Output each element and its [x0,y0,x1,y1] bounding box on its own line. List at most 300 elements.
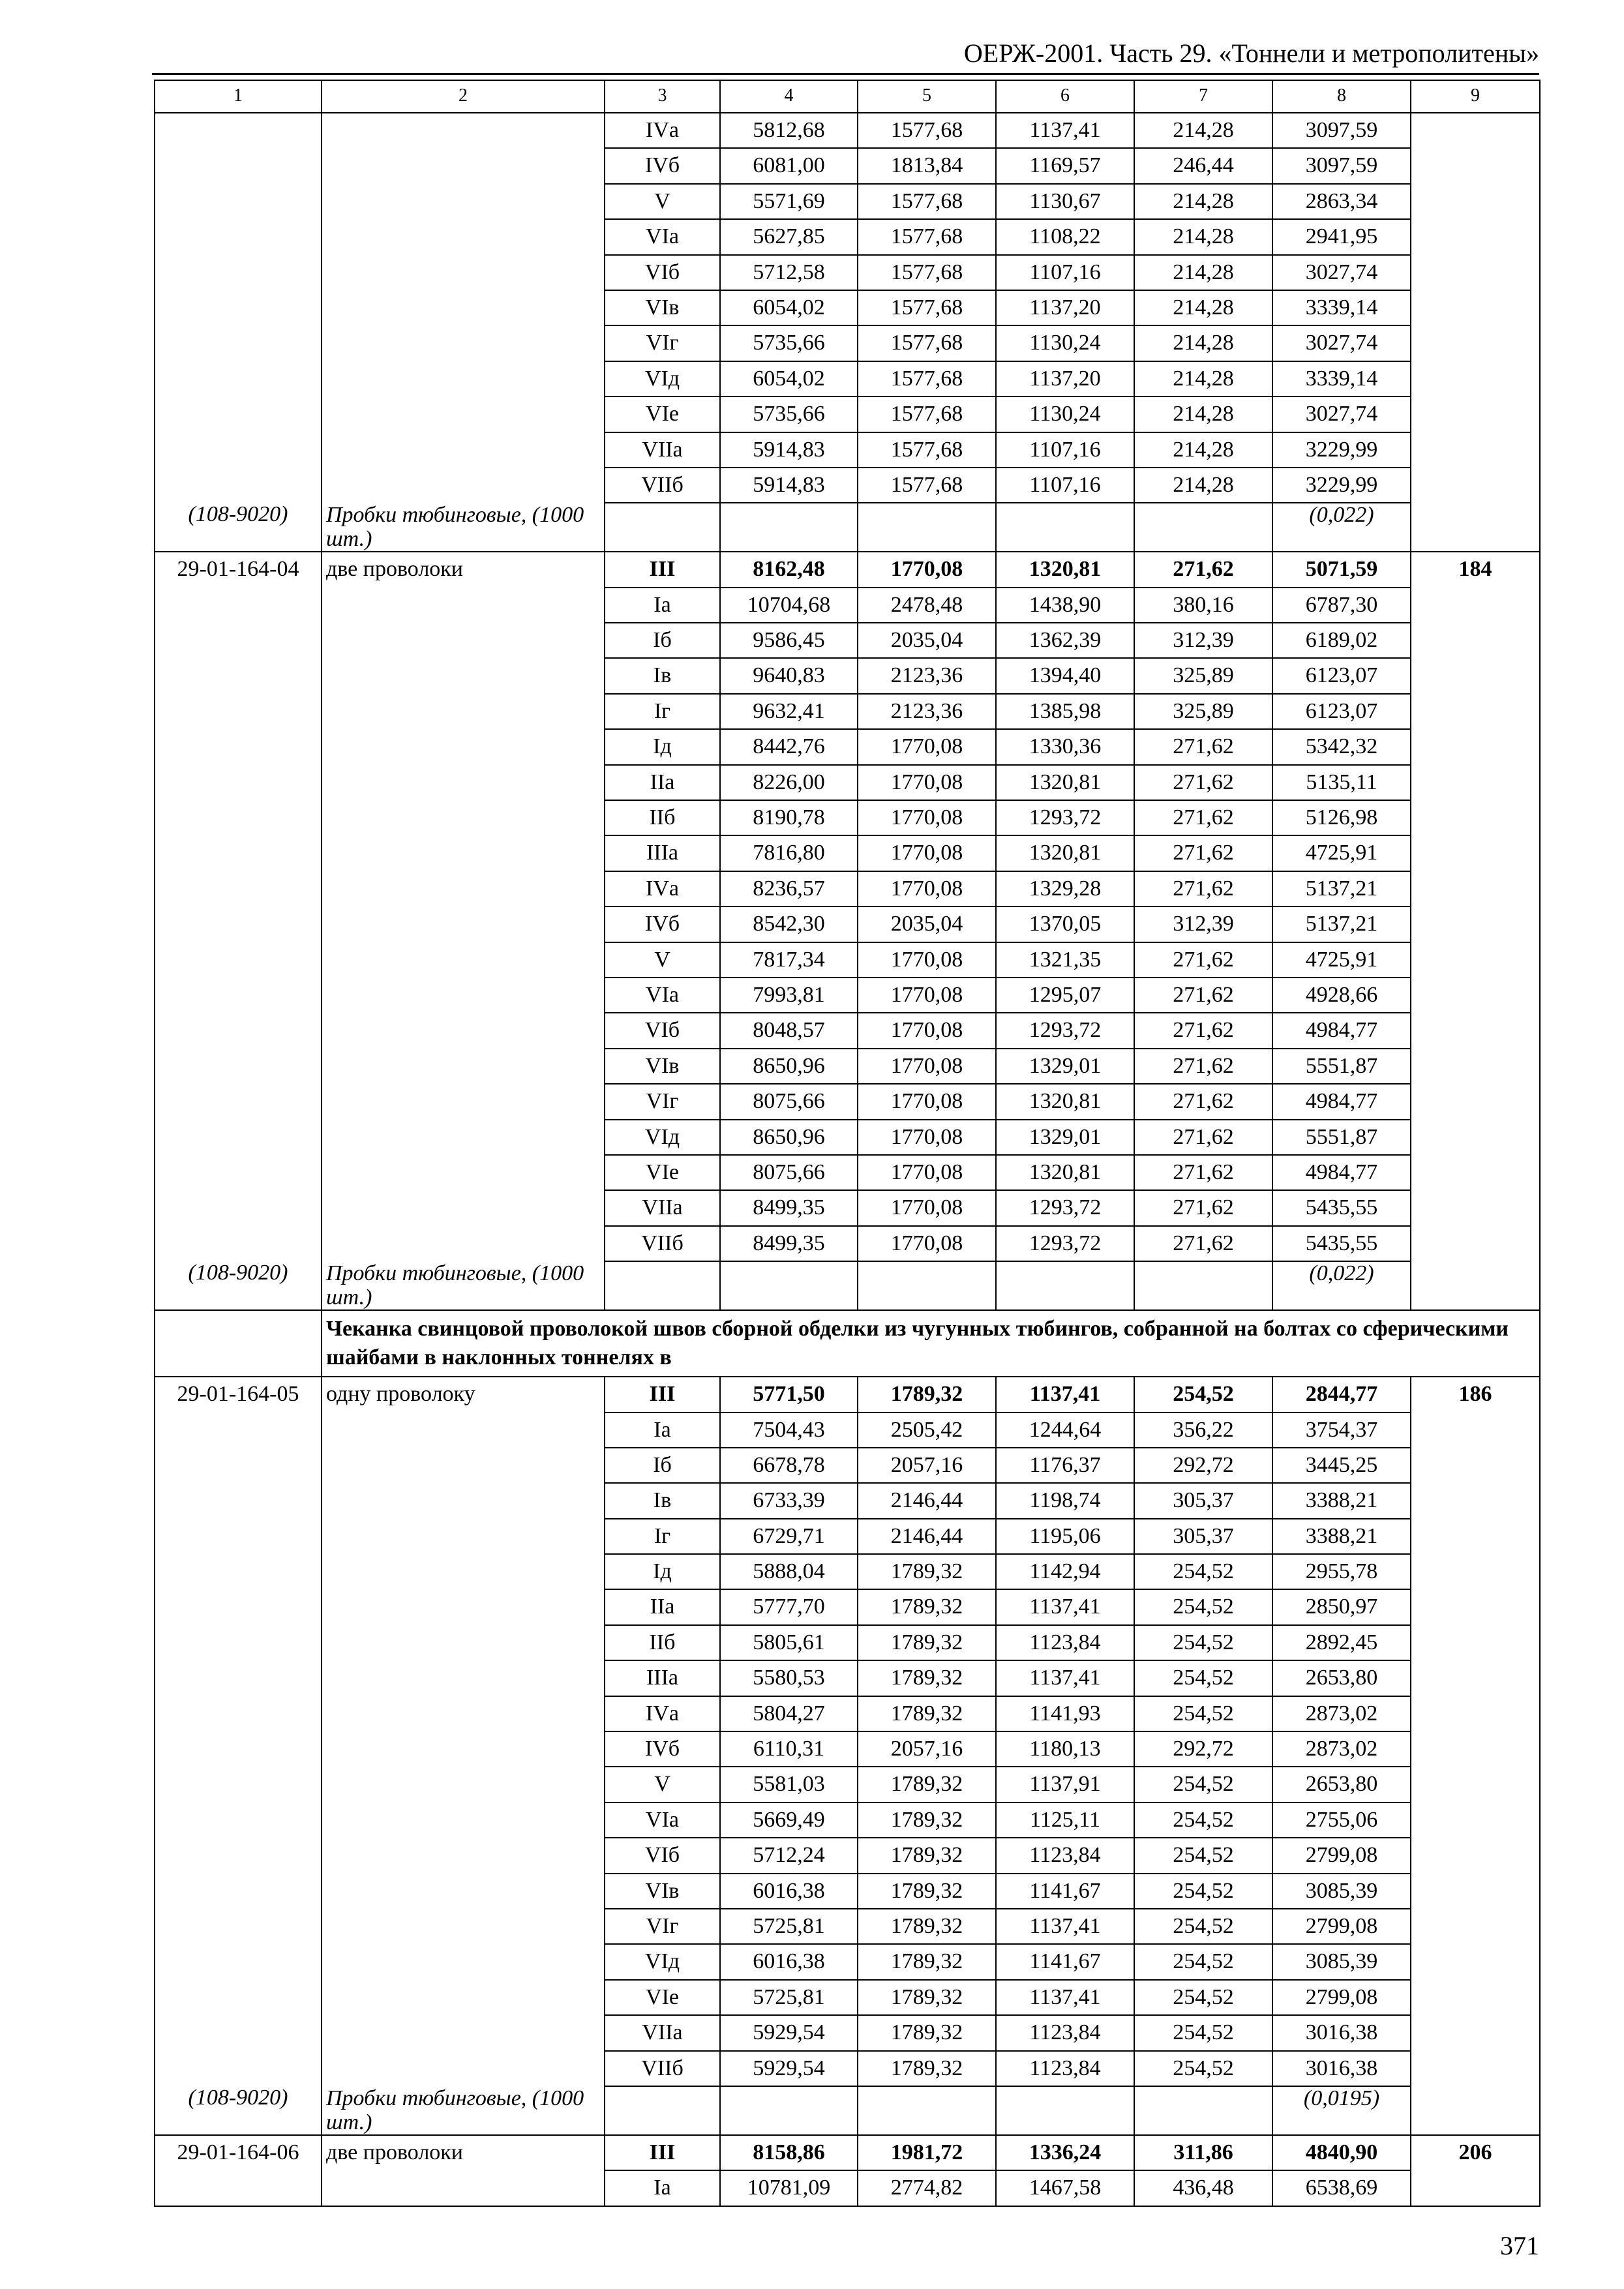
value-cell: 1123,84 [996,1625,1134,1660]
value-cell: 1770,08 [858,800,996,835]
table-row [155,871,1540,906]
value-cell: 271,62 [1134,1049,1272,1084]
value-cell: 271,62 [1134,729,1272,764]
table-row [155,1589,1540,1624]
zone-cell: Iб [605,1448,720,1483]
value-cell: 5126,98 [1272,800,1411,835]
zone-cell: IIб [605,1625,720,1660]
value-cell: 1142,94 [996,1554,1134,1589]
value-cell: 6016,38 [720,1874,858,1909]
value-cell: 3754,37 [1272,1413,1411,1448]
rate-code [155,361,322,396]
table-row [155,1803,1540,1838]
table-row [155,432,1540,468]
value-cell: 8190,78 [720,800,858,835]
zone-cell: Iг [605,694,720,729]
value-cell: 1362,39 [996,623,1134,658]
section-title: Чеканка свинцовой проволокой швов сборной обделки из чугунных тюбингов, собранной на болтах со сферическими шайбами в наклонных тоннелях в [322,1310,1540,1377]
value-cell: 1770,08 [858,1120,996,1155]
resource-value: (0,022) [1272,1261,1411,1310]
value-cell: 1123,84 [996,1838,1134,1873]
value-cell: 1770,08 [858,729,996,764]
price-cell [1411,255,1540,290]
value-cell: 1198,74 [996,1483,1134,1518]
rate-code [155,978,322,1013]
footer-row [155,2086,1540,2135]
value-cell: 1789,32 [858,1767,996,1802]
rate-code [155,694,322,729]
rate-code [155,765,322,800]
work-name [322,1519,605,1554]
value-cell: 254,52 [1134,1554,1272,1589]
value-cell: 5929,54 [720,2015,858,2050]
value-cell: 1789,32 [858,1944,996,1979]
zone-cell: IVб [605,1731,720,1767]
empty-cell [720,503,858,552]
value-cell: 5929,54 [720,2051,858,2086]
rate-code [155,1483,322,1518]
work-name: одну проволоку [322,1377,605,1412]
value-cell: 1370,05 [996,906,1134,942]
value-cell: 8048,57 [720,1013,858,1048]
value-cell: 1789,32 [858,1803,996,1838]
value-cell: 5571,69 [720,184,858,219]
value-cell: 254,52 [1134,1909,1272,1944]
work-name [322,1731,605,1767]
price-cell [1411,468,1540,503]
price-cell [1411,219,1540,254]
table-row [155,1767,1540,1802]
value-cell: 6678,78 [720,1448,858,1483]
value-cell: 246,44 [1134,148,1272,183]
price-cell [1411,184,1540,219]
rate-code [155,1625,322,1660]
rate-code [155,2051,322,2086]
rate-code [155,906,322,942]
value-cell: 1577,68 [858,113,996,148]
table-row [155,396,1540,432]
value-cell: 7504,43 [720,1413,858,1448]
value-cell: 8650,96 [720,1120,858,1155]
work-name [322,396,605,432]
work-name: две проволоки [322,2135,605,2170]
value-cell: 1137,41 [996,1980,1134,2015]
value-cell: 271,62 [1134,800,1272,835]
work-name [322,468,605,503]
value-cell: 3097,59 [1272,148,1411,183]
value-cell: 3085,39 [1272,1944,1411,1979]
value-cell: 436,48 [1134,2170,1272,2206]
work-name [322,1803,605,1838]
value-cell: 254,52 [1134,2051,1272,2086]
rate-code [155,1554,322,1589]
work-name [322,1944,605,1979]
table-row [155,1696,1540,1731]
value-cell: 271,62 [1134,1013,1272,1048]
table-row [155,729,1540,764]
price-cell [1411,2051,1540,2086]
footer-row [155,503,1540,552]
table-row [155,1084,1540,1119]
empty-cell [720,2086,858,2135]
rate-code: 29-01-164-04 [155,552,322,587]
value-cell: 1789,32 [858,1696,996,1731]
work-name [322,623,605,658]
value-cell: 2844,77 [1272,1377,1411,1412]
value-cell: 1137,20 [996,290,1134,325]
value-cell: 6787,30 [1272,588,1411,623]
zone-cell: Iв [605,1483,720,1518]
value-cell: 1385,98 [996,694,1134,729]
work-name [322,729,605,764]
value-cell: 8075,66 [720,1084,858,1119]
work-name [322,1980,605,2015]
value-cell: 271,62 [1134,871,1272,906]
rate-code [155,623,322,658]
value-cell: 6110,31 [720,1731,858,1767]
value-cell: 5581,03 [720,1767,858,1802]
price-cell [1411,503,1540,552]
table-row [155,361,1540,396]
table-row [155,1483,1540,1518]
table-row [155,148,1540,183]
value-cell: 254,52 [1134,1696,1272,1731]
rate-code [155,729,322,764]
value-cell: 1320,81 [996,1084,1134,1119]
value-cell: 5725,81 [720,1980,858,2015]
value-cell: 8499,35 [720,1226,858,1261]
footer-row [155,1261,1540,1310]
table-row [155,1120,1540,1155]
work-name [322,1483,605,1518]
value-cell: 4984,77 [1272,1155,1411,1190]
value-cell: 1195,06 [996,1519,1134,1554]
value-cell: 1293,72 [996,1226,1134,1261]
zone-cell: V [605,184,720,219]
value-cell: 271,62 [1134,1120,1272,1155]
zone-cell: Iа [605,1413,720,1448]
table-row [155,1909,1540,1944]
value-cell: 5137,21 [1272,906,1411,942]
price-cell [1411,694,1540,729]
work-name: две проволоки [322,552,605,587]
value-cell: 5771,50 [720,1377,858,1412]
value-cell: 4928,66 [1272,978,1411,1013]
rate-code [155,1874,322,1909]
price-cell [1411,1554,1540,1589]
empty-cell [996,503,1134,552]
value-cell: 1789,32 [858,1874,996,1909]
rate-code [155,290,322,325]
value-cell: 3085,39 [1272,1874,1411,1909]
value-cell: 1789,32 [858,1589,996,1624]
zone-cell: VIе [605,396,720,432]
value-cell: 1813,84 [858,148,996,183]
work-name [322,1660,605,1696]
work-name [322,978,605,1013]
value-cell: 3229,99 [1272,432,1411,468]
value-cell: 2873,02 [1272,1731,1411,1767]
price-cell [1411,1731,1540,1767]
value-cell: 1770,08 [858,1013,996,1048]
value-cell: 2123,36 [858,658,996,693]
value-cell: 254,52 [1134,1874,1272,1909]
work-name [322,361,605,396]
zone-cell: IIIа [605,835,720,871]
table-row [155,1377,1540,1412]
rate-code [155,468,322,503]
value-cell: 1789,32 [858,1625,996,1660]
value-cell: 271,62 [1134,978,1272,1013]
work-name [322,1696,605,1731]
table-row [155,978,1540,1013]
value-cell: 2873,02 [1272,1696,1411,1731]
rate-code [155,1696,322,1731]
empty-cell [1134,2086,1272,2135]
value-cell: 3388,21 [1272,1483,1411,1518]
value-cell: 2863,34 [1272,184,1411,219]
table-row [155,2015,1540,2050]
section-spacer [155,1310,322,1377]
value-cell: 5669,49 [720,1803,858,1838]
value-cell: 214,28 [1134,255,1272,290]
work-name [322,290,605,325]
rate-code [155,588,322,623]
price-cell [1411,1448,1540,1483]
value-cell: 1577,68 [858,361,996,396]
price-cell [1411,1980,1540,2015]
value-cell: 254,52 [1134,1377,1272,1412]
table-row [155,113,1540,148]
value-cell: 1789,32 [858,1838,996,1873]
value-cell: 1577,68 [858,325,996,361]
price-cell [1411,290,1540,325]
value-cell: 5551,87 [1272,1049,1411,1084]
zone-cell: IVб [605,148,720,183]
work-name [322,325,605,361]
value-cell: 271,62 [1134,765,1272,800]
value-cell: 312,39 [1134,906,1272,942]
value-cell: 1320,81 [996,552,1134,587]
rate-code [155,2015,322,2050]
table-row [155,588,1540,623]
value-cell: 5914,83 [720,468,858,503]
resource-value: (0,0195) [1272,2086,1411,2135]
value-cell: 6538,69 [1272,2170,1411,2206]
zone-cell: IVа [605,113,720,148]
value-cell: 214,28 [1134,361,1272,396]
price-cell [1411,906,1540,942]
rate-code [155,835,322,871]
value-cell: 1320,81 [996,765,1134,800]
work-name [322,1554,605,1589]
value-cell: 3229,99 [1272,468,1411,503]
empty-cell [605,2086,720,2135]
value-cell: 4725,91 [1272,835,1411,871]
running-header: ОЕРЖ-2001. Часть 29. «Тоннели и метрополитены» [963,38,1539,68]
price-cell [1411,1696,1540,1731]
value-cell: 2850,97 [1272,1589,1411,1624]
value-cell: 1141,93 [996,1696,1134,1731]
value-cell: 8442,76 [720,729,858,764]
value-cell: 1137,41 [996,1660,1134,1696]
value-cell: 214,28 [1134,468,1272,503]
rate-code [155,255,322,290]
rate-code [155,1731,322,1767]
value-cell: 1577,68 [858,290,996,325]
price-cell [1411,1084,1540,1119]
value-cell: 3445,25 [1272,1448,1411,1483]
value-cell: 3016,38 [1272,2051,1411,2086]
table-row [155,468,1540,503]
value-cell: 3339,14 [1272,361,1411,396]
value-cell: 1789,32 [858,1660,996,1696]
work-name [322,1013,605,1048]
price-cell [1411,1190,1540,1225]
table-row [155,2170,1540,2206]
value-cell: 1107,16 [996,468,1134,503]
value-cell: 5804,27 [720,1696,858,1731]
value-cell: 5627,85 [720,219,858,254]
work-name [322,765,605,800]
zone-cell: VIIа [605,1190,720,1225]
work-name [322,1874,605,1909]
value-cell: 2774,82 [858,2170,996,2206]
table-row [155,906,1540,942]
rate-code [155,1084,322,1119]
value-cell: 1320,81 [996,835,1134,871]
zone-cell: VIб [605,255,720,290]
work-name [322,1155,605,1190]
table-row [155,1226,1540,1261]
work-name [322,800,605,835]
price-cell: 206 [1411,2135,1540,2170]
zone-cell: IIб [605,800,720,835]
rate-code [155,1767,322,1802]
value-cell: 5888,04 [720,1554,858,1589]
resource-name: Пробки тюбинговые, (1000 шт.) [322,2086,605,2135]
value-cell: 1137,91 [996,1767,1134,1802]
price-cell [1411,1120,1540,1155]
table-row [155,184,1540,219]
column-number-row [155,80,1540,113]
value-cell: 6189,02 [1272,623,1411,658]
value-cell: 2035,04 [858,623,996,658]
value-cell: 1770,08 [858,552,996,587]
value-cell: 8236,57 [720,871,858,906]
column-number: 8 [1272,80,1411,113]
table-row [155,800,1540,835]
table-row [155,942,1540,978]
zone-cell: VIб [605,1838,720,1873]
zone-cell: V [605,1767,720,1802]
value-cell: 1438,90 [996,588,1134,623]
value-cell: 7816,80 [720,835,858,871]
column-number: 7 [1134,80,1272,113]
value-cell: 1394,40 [996,658,1134,693]
price-cell [1411,361,1540,396]
work-name [322,694,605,729]
value-cell: 2123,36 [858,694,996,729]
value-cell: 214,28 [1134,396,1272,432]
value-cell: 305,37 [1134,1483,1272,1518]
value-cell: 10704,68 [720,588,858,623]
value-cell: 2505,42 [858,1413,996,1448]
work-name [322,148,605,183]
work-name [322,2015,605,2050]
price-cell [1411,1519,1540,1554]
zone-cell: IIIа [605,1660,720,1696]
rate-code [155,800,322,835]
work-name [322,1625,605,1660]
value-cell: 1789,32 [858,1980,996,2015]
table-row [155,694,1540,729]
value-cell: 214,28 [1134,113,1272,148]
work-name [322,1226,605,1261]
value-cell: 8162,48 [720,552,858,587]
value-cell: 1577,68 [858,255,996,290]
zone-cell: VIа [605,219,720,254]
price-cell [1411,148,1540,183]
table-row [155,1049,1540,1084]
work-name [322,1049,605,1084]
zone-cell: VIв [605,290,720,325]
value-cell: 8075,66 [720,1155,858,1190]
zone-cell: VIIб [605,468,720,503]
value-cell: 5435,55 [1272,1190,1411,1225]
rate-code: 29-01-164-05 [155,1377,322,1412]
value-cell: 254,52 [1134,1980,1272,2015]
value-cell: 271,62 [1134,942,1272,978]
resource-name: Пробки тюбинговые, (1000 шт.) [322,1261,605,1310]
rate-code [155,658,322,693]
value-cell: 254,52 [1134,2015,1272,2050]
value-cell: 5551,87 [1272,1120,1411,1155]
value-cell: 1770,08 [858,1084,996,1119]
table-row [155,1944,1540,1979]
value-cell: 2478,48 [858,588,996,623]
work-name [322,906,605,942]
rate-code: 29-01-164-06 [155,2135,322,2170]
zone-cell: IIа [605,765,720,800]
zone-cell: IIа [605,1589,720,1624]
table-row [155,1980,1540,2015]
column-number: 4 [720,80,858,113]
value-cell: 5342,32 [1272,729,1411,764]
work-name [322,184,605,219]
table-row [155,2051,1540,2086]
value-cell: 1141,67 [996,1944,1134,1979]
value-cell: 1123,84 [996,2015,1134,2050]
resource-code: (108-9020) [155,2086,322,2135]
price-cell [1411,1625,1540,1660]
value-cell: 9632,41 [720,694,858,729]
table-row [155,1448,1540,1483]
price-cell [1411,432,1540,468]
work-name [322,1413,605,1448]
price-cell [1411,2170,1540,2206]
value-cell: 1770,08 [858,765,996,800]
value-cell: 1180,13 [996,1731,1134,1767]
value-cell: 6729,71 [720,1519,858,1554]
table-row [155,552,1540,587]
value-cell: 2799,08 [1272,1980,1411,2015]
value-cell: 7993,81 [720,978,858,1013]
table-row [155,1731,1540,1767]
zone-cell: VIIа [605,432,720,468]
price-cell [1411,800,1540,835]
value-cell: 1137,41 [996,1377,1134,1412]
